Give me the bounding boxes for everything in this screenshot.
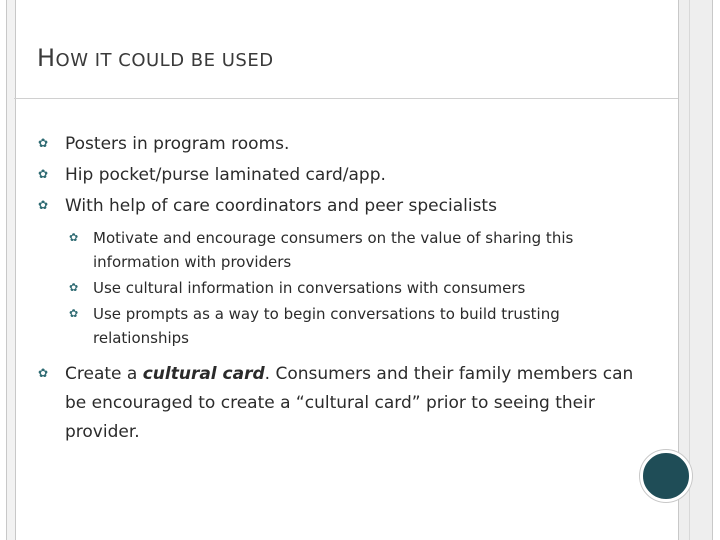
title-rest: OW IT COULD BE USED [55, 50, 274, 71]
sub-bullet-text: Use cultural information in conversations with consumers [93, 279, 526, 297]
sub-bullet-flower-icon: ✿ [69, 281, 79, 294]
bullet-flower-icon: ✿ [38, 366, 49, 380]
bullet-item [38, 360, 658, 447]
sub-bullet-item [59, 276, 658, 300]
title-divider [14, 98, 678, 99]
bullet-flower-icon: ✿ [38, 167, 49, 181]
sub-bullet-item [59, 302, 658, 350]
bullet-item [38, 161, 658, 189]
bullet-text: Posters in program rooms. [65, 134, 290, 154]
sub-bullet-text: Use prompts as a way to begin conversations to build trusting relationships [93, 305, 560, 347]
sub-bullet-flower-icon: ✿ [69, 231, 79, 244]
slide-title [37, 44, 274, 72]
bullet-item [38, 130, 658, 158]
bullet-text-suffix: . Consumers and their family members can be encouraged to create a “cultural card” prior to seeing their provider. [65, 364, 634, 442]
bullet-text-emphasis: cultural card [142, 364, 265, 384]
sub-bullet-flower-icon: ✿ [69, 307, 79, 320]
bullet-item [38, 192, 658, 220]
sub-bullet-text: Motivate and encourage consumers on the value of sharing this information with providers [93, 229, 574, 271]
sub-bullet-item [59, 226, 658, 274]
decorative-circle [640, 450, 692, 502]
sub-bullet-list [59, 226, 658, 350]
bullet-text-prefix: Create a [65, 364, 143, 384]
left-frame-bar [6, 0, 16, 540]
right-frame-line [689, 0, 690, 540]
bullet-flower-icon: ✿ [38, 136, 49, 150]
bullet-text: Hip pocket/purse laminated card/app. [65, 165, 386, 185]
bullet-text: With help of care coordinators and peer specialists [65, 196, 497, 216]
slide-content [38, 130, 658, 447]
title-initial: H [37, 44, 56, 72]
bullet-flower-icon: ✿ [38, 198, 49, 212]
